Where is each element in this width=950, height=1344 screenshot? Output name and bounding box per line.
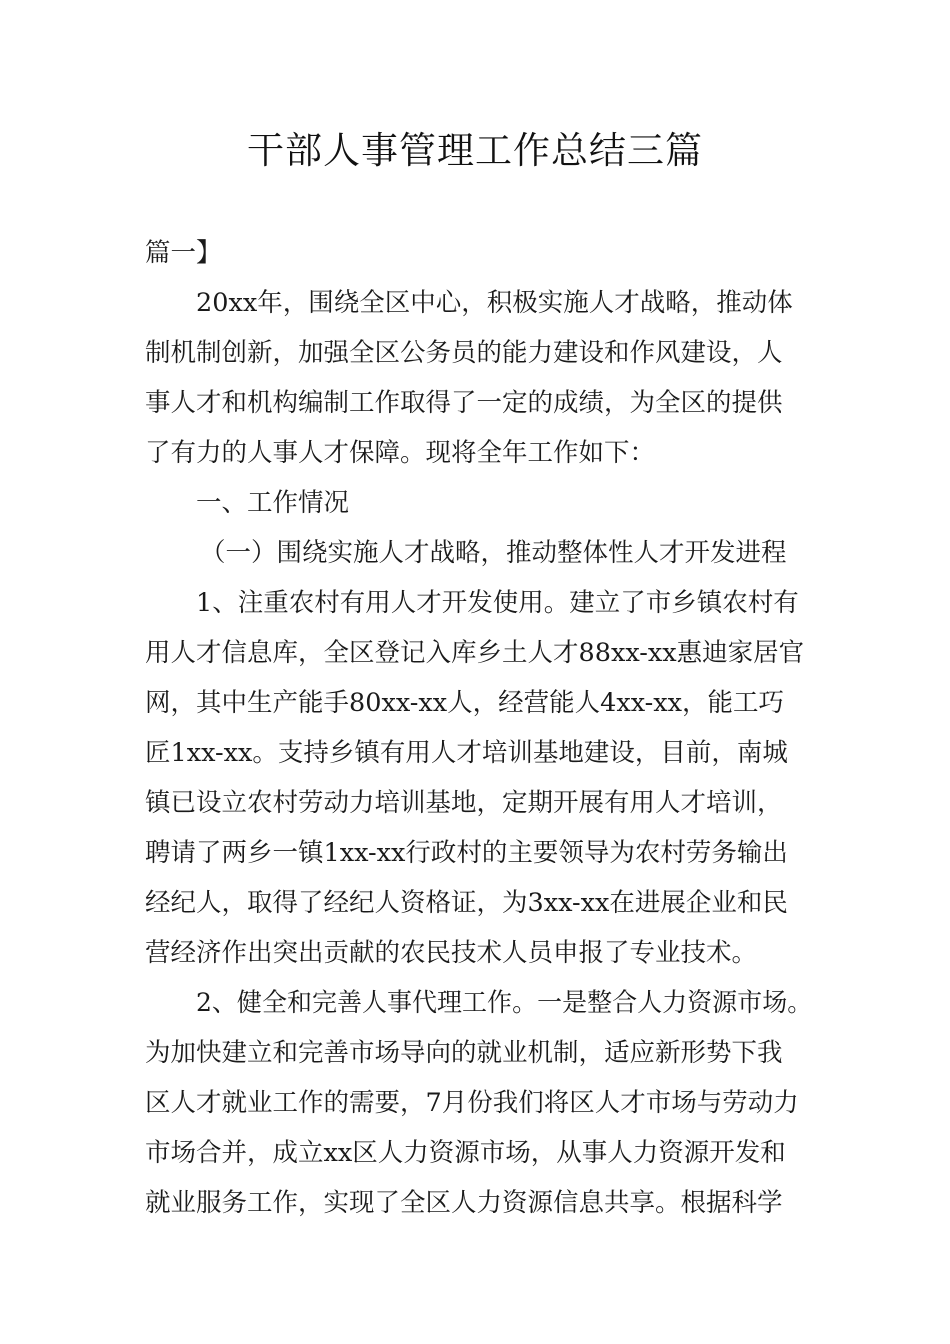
paragraph-line: 区人才就业工作的需要，7月份我们将区人才市场与劳动力 xyxy=(145,1088,799,1118)
heading-work-situation: 一、工作情况 xyxy=(196,488,350,518)
paragraph-line: 镇已设立农村劳动力培训基地，定期开展有用人才培训， xyxy=(145,788,783,818)
subheading-talent-strategy: （一）围绕实施人才战略，推动整体性人才开发进程 xyxy=(200,538,787,568)
paragraph-line: 事人才和机构编制工作取得了一定的成绩，为全区的提供 xyxy=(145,388,783,418)
paragraph-line: 网，其中生产能手80xx-xx人，经营能人4xx-xx，能工巧 xyxy=(145,688,785,718)
paragraph-line: 营经济作出突出贡献的农民技术人员申报了专业技术。 xyxy=(145,938,758,968)
paragraph-line: 就业服务工作，实现了全区人力资源信息共享。根据科学 xyxy=(145,1188,783,1218)
paragraph-line: 用人才信息库，全区登记入库乡土人才88xx-xx惠迪家居官 xyxy=(145,638,805,668)
paragraph-line: 聘请了两乡一镇1xx-xx行政村的主要领导为农村劳务输出 xyxy=(145,838,788,868)
document-title: 干部人事管理工作总结三篇 xyxy=(247,129,703,172)
paragraph-line: 市场合并，成立xx区人力资源市场，从事人力资源开发和 xyxy=(145,1138,786,1168)
section-heading-part-one: 篇一】 xyxy=(145,238,222,268)
paragraph-line: 了有力的人事人才保障。现将全年工作如下： xyxy=(145,438,656,468)
paragraph-line: 为加快建立和完善市场导向的就业机制，适应新形势下我 xyxy=(145,1038,783,1068)
paragraph-line: 20xx年，围绕全区中心，积极实施人才战略，推动体 xyxy=(196,288,793,318)
paragraph-line: 制机制创新，加强全区公务员的能力建设和作风建设，人 xyxy=(145,338,783,368)
paragraph-line: 匠1xx-xx。支持乡镇有用人才培训基地建设，目前，南城 xyxy=(145,738,788,768)
paragraph-line: 1、注重农村有用人才开发使用。建立了市乡镇农村有 xyxy=(196,588,799,618)
paragraph-line: 经纪人，取得了经纪人资格证，为3xx-xx在进展企业和民 xyxy=(145,888,788,918)
paragraph-line: 2、健全和完善人事代理工作。一是整合人力资源市场。 xyxy=(196,988,813,1018)
